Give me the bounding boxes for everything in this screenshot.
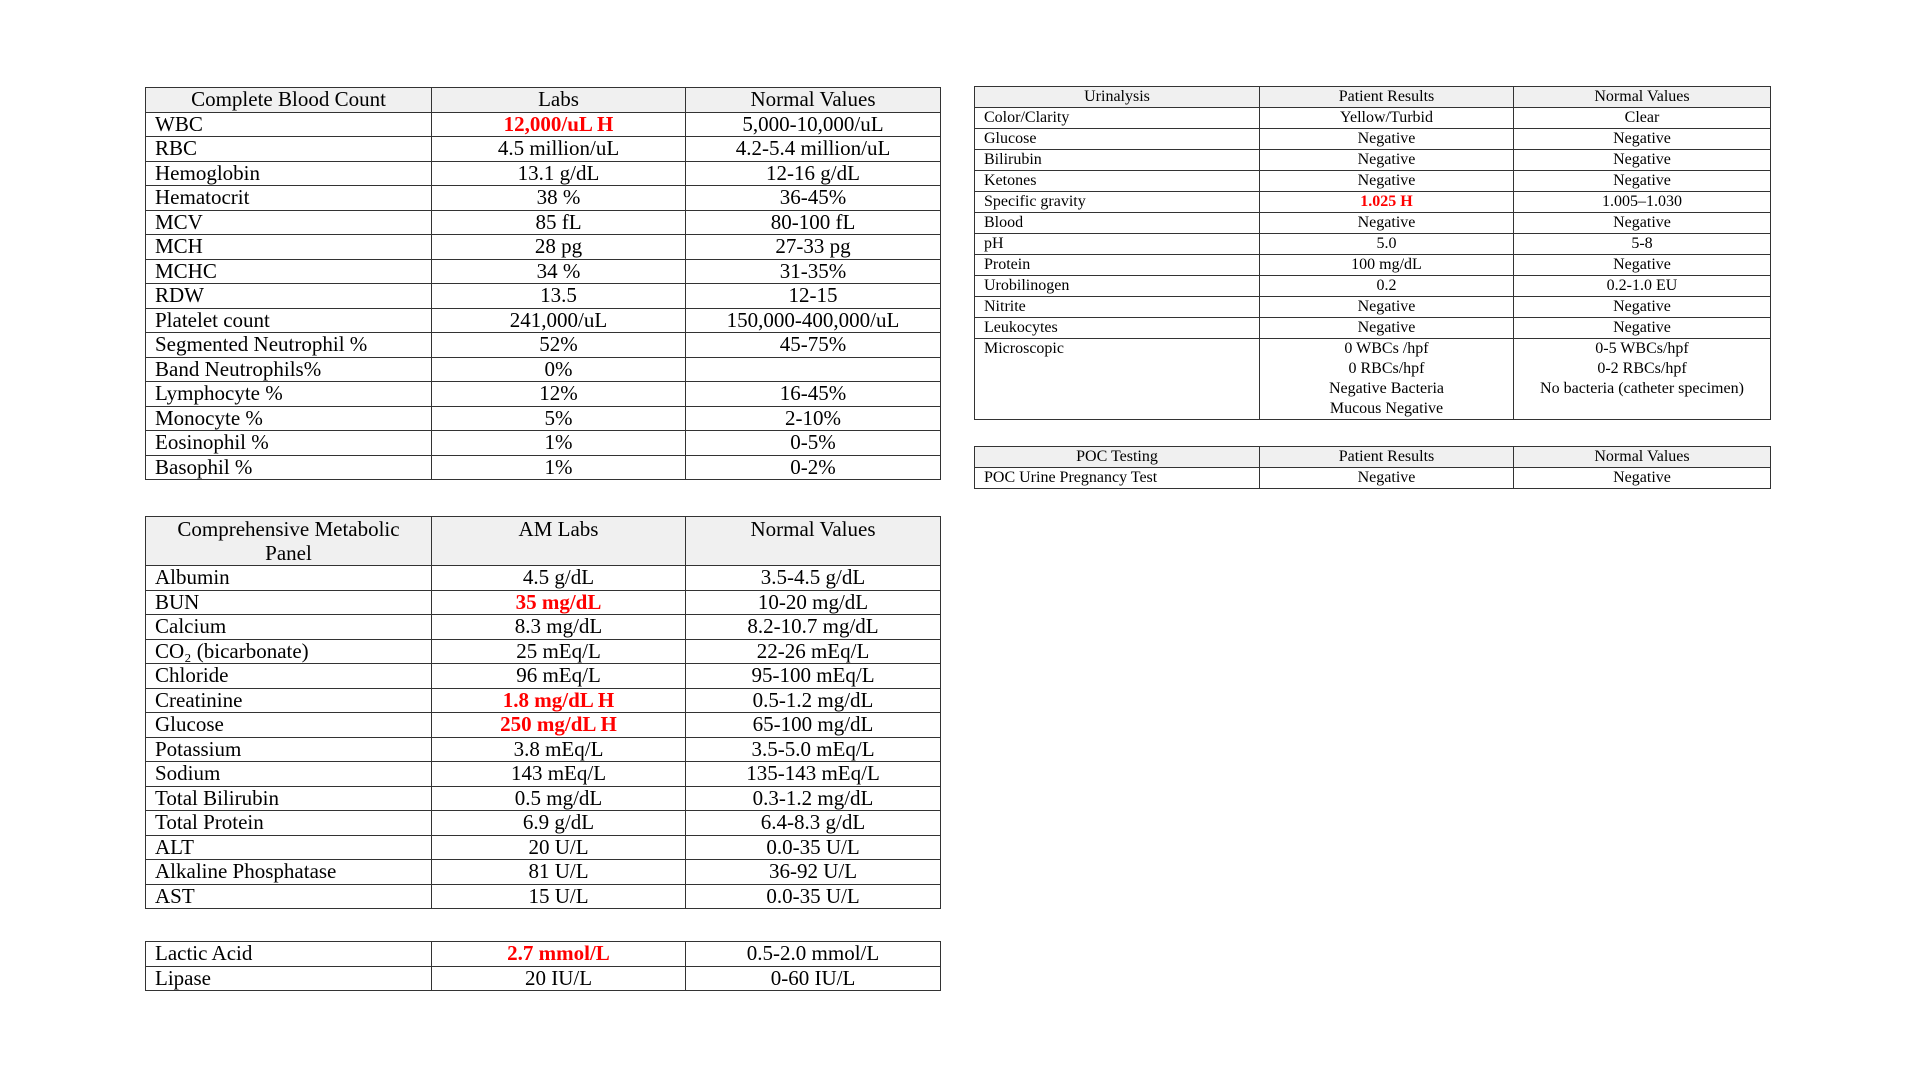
table-row [146, 259, 941, 284]
row-label: Lymphocyte % [146, 382, 432, 407]
row-value: Negative [1260, 318, 1514, 339]
column-header: Normal Values [686, 88, 941, 113]
row-normal-range: 10-20 mg/dL [686, 590, 941, 615]
row-label: Protein [975, 255, 1260, 276]
table-header-row [975, 87, 1771, 108]
extra-labs-table [145, 941, 941, 991]
row-normal-range: 0.0-35 U/L [686, 884, 941, 909]
row-label: MCH [146, 235, 432, 260]
row-normal-range: 0.5-1.2 mg/dL [686, 688, 941, 713]
row-label: Glucose [975, 129, 1260, 150]
row-label: Nitrite [975, 297, 1260, 318]
row-value: 1.025 H [1260, 192, 1514, 213]
row-normal-range: 3.5-5.0 mEq/L [686, 737, 941, 762]
table-row [146, 235, 941, 260]
column-header: Normal Values [1514, 447, 1771, 468]
row-value: 250 mg/dL H [432, 713, 686, 738]
row-label: Segmented Neutrophil % [146, 333, 432, 358]
row-value: 0.2 [1260, 276, 1514, 297]
row-label: Bilirubin [975, 150, 1260, 171]
table-row [146, 713, 941, 738]
table-row [146, 737, 941, 762]
urinalysis-table [974, 86, 1771, 420]
row-value: 28 pg [432, 235, 686, 260]
row-label: Hematocrit [146, 186, 432, 211]
row-label: Leukocytes [975, 318, 1260, 339]
table-row [146, 884, 941, 909]
table-header-row [146, 88, 941, 113]
row-value: 5.0 [1260, 234, 1514, 255]
table-row [146, 688, 941, 713]
row-normal-range: 5,000-10,000/uL [686, 112, 941, 137]
row-value: Yellow/Turbid [1260, 108, 1514, 129]
row-label: Blood [975, 213, 1260, 234]
row-label: Lactic Acid [146, 942, 432, 967]
row-value: 4.5 g/dL [432, 566, 686, 591]
column-header: Patient Results [1260, 447, 1514, 468]
column-header: Comprehensive Metabolic Panel [146, 517, 432, 566]
row-normal-range: 22-26 mEq/L [686, 639, 941, 664]
row-normal-range: 12-16 g/dL [686, 161, 941, 186]
normal-line: No bacteria (catheter specimen) [1540, 380, 1744, 397]
row-value: 35 mg/dL [432, 590, 686, 615]
row-label: CO₂ (bicarbonate) [146, 639, 432, 664]
table-row [146, 811, 941, 836]
row-value: 34 % [432, 259, 686, 284]
row-value: 0% [432, 357, 686, 382]
row-value: 13.5 [432, 284, 686, 309]
table-row [146, 357, 941, 382]
table-row [146, 942, 941, 967]
row-normal-range: 0.3-1.2 mg/dL [686, 786, 941, 811]
row-value: 143 mEq/L [432, 762, 686, 787]
row-normal-range: 0.5-2.0 mmol/L [686, 942, 941, 967]
row-normal-range: Negative [1514, 255, 1771, 276]
table-row [975, 192, 1771, 213]
table-row [146, 762, 941, 787]
row-label: Platelet count [146, 308, 432, 333]
row-value: 96 mEq/L [432, 664, 686, 689]
table-row [146, 333, 941, 358]
row-normal-range: 8.2-10.7 mg/dL [686, 615, 941, 640]
table-row [975, 318, 1771, 339]
table-row [975, 129, 1771, 150]
row-value: 1.8 mg/dL H [432, 688, 686, 713]
row-label: AST [146, 884, 432, 909]
table-row [975, 171, 1771, 192]
row-label: Albumin [146, 566, 432, 591]
table-row [975, 297, 1771, 318]
table-header-row [975, 447, 1771, 468]
row-value: 13.1 g/dL [432, 161, 686, 186]
cbc-rows [146, 112, 941, 480]
row-value: 12,000/uL H [432, 112, 686, 137]
table-row [146, 966, 941, 991]
table-row [146, 406, 941, 431]
row-normal-range: 36-92 U/L [686, 860, 941, 885]
row-normal-range: 5-8 [1514, 234, 1771, 255]
table-row [146, 161, 941, 186]
row-normal-range: 6.4-8.3 g/dL [686, 811, 941, 836]
row-value: 1% [432, 455, 686, 480]
row-label: WBC [146, 112, 432, 137]
row-value: 25 mEq/L [432, 639, 686, 664]
row-normal-range: 45-75% [686, 333, 941, 358]
row-normal-range: 1.005–1.030 [1514, 192, 1771, 213]
column-header: Complete Blood Count [146, 88, 432, 113]
extra-rows [146, 942, 941, 991]
row-normal-range: 3.5-4.5 g/dL [686, 566, 941, 591]
row-value: 20 IU/L [432, 966, 686, 991]
row-label: MCV [146, 210, 432, 235]
row-value: 38 % [432, 186, 686, 211]
row-label: Total Protein [146, 811, 432, 836]
column-header: Urinalysis [975, 87, 1260, 108]
table-row [975, 468, 1771, 489]
row-label: RBC [146, 137, 432, 162]
row-normal-range: 27-33 pg [686, 235, 941, 260]
table-row [975, 108, 1771, 129]
row-value: 3.8 mEq/L [432, 737, 686, 762]
row-normal-range: Negative [1514, 468, 1771, 489]
table-row [975, 234, 1771, 255]
row-normal-range: 36-45% [686, 186, 941, 211]
row-value: 1% [432, 431, 686, 456]
row-label: Chloride [146, 664, 432, 689]
poc-rows [975, 468, 1771, 489]
column-header: Normal Values [1514, 87, 1771, 108]
row-label: Basophil % [146, 455, 432, 480]
table-row [146, 112, 941, 137]
result-line: Negative Bacteria [1328, 380, 1445, 397]
row-value: Negative [1260, 297, 1514, 318]
row-value: 241,000/uL [432, 308, 686, 333]
table-row [146, 210, 941, 235]
cmp-rows [146, 566, 941, 909]
table-row [146, 639, 941, 664]
row-label: Potassium [146, 737, 432, 762]
table-row [146, 431, 941, 456]
normal-line: 0-5 WBCs/hpf [1595, 340, 1689, 357]
row-label: Eosinophil % [146, 431, 432, 456]
table-row [146, 284, 941, 309]
row-value: 2.7 mmol/L [432, 942, 686, 967]
row-value: Negative [1260, 213, 1514, 234]
table-row [146, 590, 941, 615]
column-header: Labs [432, 88, 686, 113]
row-label: Band Neutrophils% [146, 357, 432, 382]
row-value: Negative [1260, 468, 1514, 489]
row-value: 15 U/L [432, 884, 686, 909]
result-line: Mucous Negative [1329, 400, 1444, 417]
row-normal-range: 95-100 mEq/L [686, 664, 941, 689]
normal-line: 0-2 RBCs/hpf [1597, 360, 1687, 377]
row-value: 5% [432, 406, 686, 431]
row-normal-range: Negative [1514, 213, 1771, 234]
result-line: 0 RBCs/hpf [1348, 360, 1425, 377]
column-header: Patient Results [1260, 87, 1514, 108]
row-normal-range: Negative [1514, 318, 1771, 339]
row-normal-range: 2-10% [686, 406, 941, 431]
row-label: Specific gravity [975, 192, 1260, 213]
row-normal-range: 135-143 mEq/L [686, 762, 941, 787]
row-normal-range: 0-5% [686, 431, 941, 456]
row-normal-range: 4.2-5.4 million/uL [686, 137, 941, 162]
row-label: Creatinine [146, 688, 432, 713]
row-value: Negative [1260, 129, 1514, 150]
table-row [146, 786, 941, 811]
row-normal-range: 0-2% [686, 455, 941, 480]
row-normal-range: Negative [1514, 297, 1771, 318]
table-row [146, 186, 941, 211]
row-value: Negative [1260, 150, 1514, 171]
row-value: Negative [1260, 171, 1514, 192]
table-row [975, 150, 1771, 171]
row-label: Ketones [975, 171, 1260, 192]
table-row [146, 860, 941, 885]
row-label: Hemoglobin [146, 161, 432, 186]
row-label: Total Bilirubin [146, 786, 432, 811]
table-row [975, 213, 1771, 234]
row-value: 12% [432, 382, 686, 407]
row-normal-range: Negative [1514, 150, 1771, 171]
table-row [146, 615, 941, 640]
table-row [146, 137, 941, 162]
row-normal-range: 80-100 fL [686, 210, 941, 235]
row-normal-range: 31-35% [686, 259, 941, 284]
table-row [146, 455, 941, 480]
row-value: 81 U/L [432, 860, 686, 885]
row-value: 0.5 mg/dL [432, 786, 686, 811]
table-row [146, 664, 941, 689]
row-label: Calcium [146, 615, 432, 640]
column-header: AM Labs [432, 517, 686, 566]
cbc-table [145, 87, 941, 480]
row-normal-range: 16-45% [686, 382, 941, 407]
microscopic-results [1260, 339, 1514, 420]
row-normal-range: 12-15 [686, 284, 941, 309]
table-row [146, 835, 941, 860]
row-normal-range: Negative [1514, 171, 1771, 192]
row-label: Monocyte % [146, 406, 432, 431]
row-normal-range: 0.2-1.0 EU [1514, 276, 1771, 297]
urinalysis-rows [975, 108, 1771, 339]
row-label: POC Urine Pregnancy Test [975, 468, 1260, 489]
table-row-microscopic [975, 339, 1771, 420]
row-normal-range: Negative [1514, 129, 1771, 150]
row-normal-range: 0-60 IU/L [686, 966, 941, 991]
row-value: 4.5 million/uL [432, 137, 686, 162]
column-header: POC Testing [975, 447, 1260, 468]
row-value: 6.9 g/dL [432, 811, 686, 836]
row-value: 100 mg/dL [1260, 255, 1514, 276]
row-normal-range: 150,000-400,000/uL [686, 308, 941, 333]
table-row [975, 276, 1771, 297]
row-label: pH [975, 234, 1260, 255]
row-value: 52% [432, 333, 686, 358]
row-normal-range: Clear [1514, 108, 1771, 129]
microscopic-normals [1514, 339, 1771, 420]
row-label: Color/Clarity [975, 108, 1260, 129]
row-normal-range: 65-100 mg/dL [686, 713, 941, 738]
row-label: BUN [146, 590, 432, 615]
row-normal-range [686, 357, 941, 382]
row-label: Microscopic [975, 339, 1260, 420]
row-label: MCHC [146, 259, 432, 284]
table-row [975, 255, 1771, 276]
table-row [146, 566, 941, 591]
cmp-table [145, 516, 941, 909]
table-row [146, 308, 941, 333]
row-value: 20 U/L [432, 835, 686, 860]
table-header-row [146, 517, 941, 566]
row-normal-range: 0.0-35 U/L [686, 835, 941, 860]
row-value: 8.3 mg/dL [432, 615, 686, 640]
row-label: Lipase [146, 966, 432, 991]
row-label: Sodium [146, 762, 432, 787]
row-label: Glucose [146, 713, 432, 738]
poc-table [974, 446, 1771, 489]
row-value: 85 fL [432, 210, 686, 235]
row-label: Urobilinogen [975, 276, 1260, 297]
result-line: 0 WBCs /hpf [1344, 340, 1429, 357]
row-label: Alkaline Phosphatase [146, 860, 432, 885]
column-header: Normal Values [686, 517, 941, 566]
row-label: ALT [146, 835, 432, 860]
table-row [146, 382, 941, 407]
row-label: RDW [146, 284, 432, 309]
